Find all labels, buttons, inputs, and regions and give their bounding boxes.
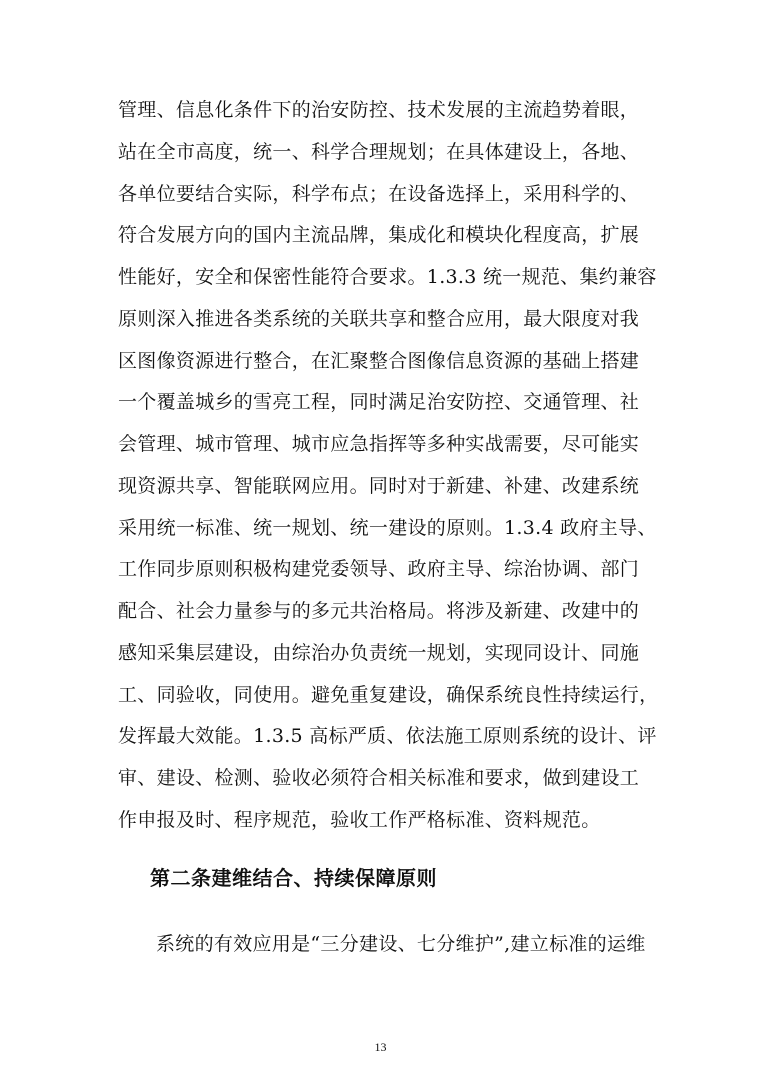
body-line: 性能好，安全和保密性能符合要求。1.3.3 统一规范、集约兼容 [118, 266, 657, 288]
body-line: 原则深入推进各类系统的关联共享和整合应用，最大限度对我 [118, 308, 640, 330]
body-line: 现资源共享、智能联网应用。同时对于新建、补建、改建系统 [118, 475, 640, 497]
body-line: 工、同验收，同使用。避免重复建设，确保系统良性持续运行， [118, 684, 659, 706]
body-line: 工作同步原则积极构建党委领导、政府主导、综治协调、部门 [118, 558, 640, 580]
section-paragraph: 系统的有效应用是“三分建设、七分维护”,建立标准的运维 [156, 933, 646, 955]
page-number: 13 [374, 1040, 387, 1054]
body-line: 会管理、城市管理、城市应急指挥等多种实战需要，尽可能实 [118, 433, 640, 455]
section-heading: 第二条建维结合、持续保障原则 [150, 866, 437, 890]
body-line: 符合发展方向的国内主流品牌，集成化和模块化程度高，扩展 [118, 224, 640, 246]
body-line: 审、建设、检测、验收必须符合相关标准和要求，做到建设工 [118, 767, 640, 789]
body-line: 一个覆盖城乡的雪亮工程，同时满足治安防控、交通管理、社 [118, 391, 640, 413]
body-line: 区图像资源进行整合，在汇聚整合图像信息资源的基础上搭建 [118, 350, 640, 372]
body-line: 作申报及时、程序规范，验收工作严格标准、资料规范。 [118, 809, 601, 831]
body-line: 管理、信息化条件下的治安防控、技术发展的主流趋势着眼， [118, 99, 640, 121]
body-line: 发挥最大效能。1.3.5 高标严质、依法施工原则系统的设计、评 [118, 725, 657, 747]
body-line: 感知采集层建设，由综治办负责统一规划，实现同设计、同施 [118, 642, 640, 664]
body-line: 配合、社会力量参与的多元共治格局。将涉及新建、改建中的 [118, 600, 640, 622]
body-line: 各单位要结合实际，科学布点；在设备选择上，采用科学的、 [118, 183, 640, 205]
body-line: 站在全市高度，统一、科学合理规划；在具体建设上，各地、 [118, 141, 640, 163]
body-line: 采用统一标准、统一规划、统一建设的原则。1.3.4 政府主导、 [118, 517, 657, 539]
